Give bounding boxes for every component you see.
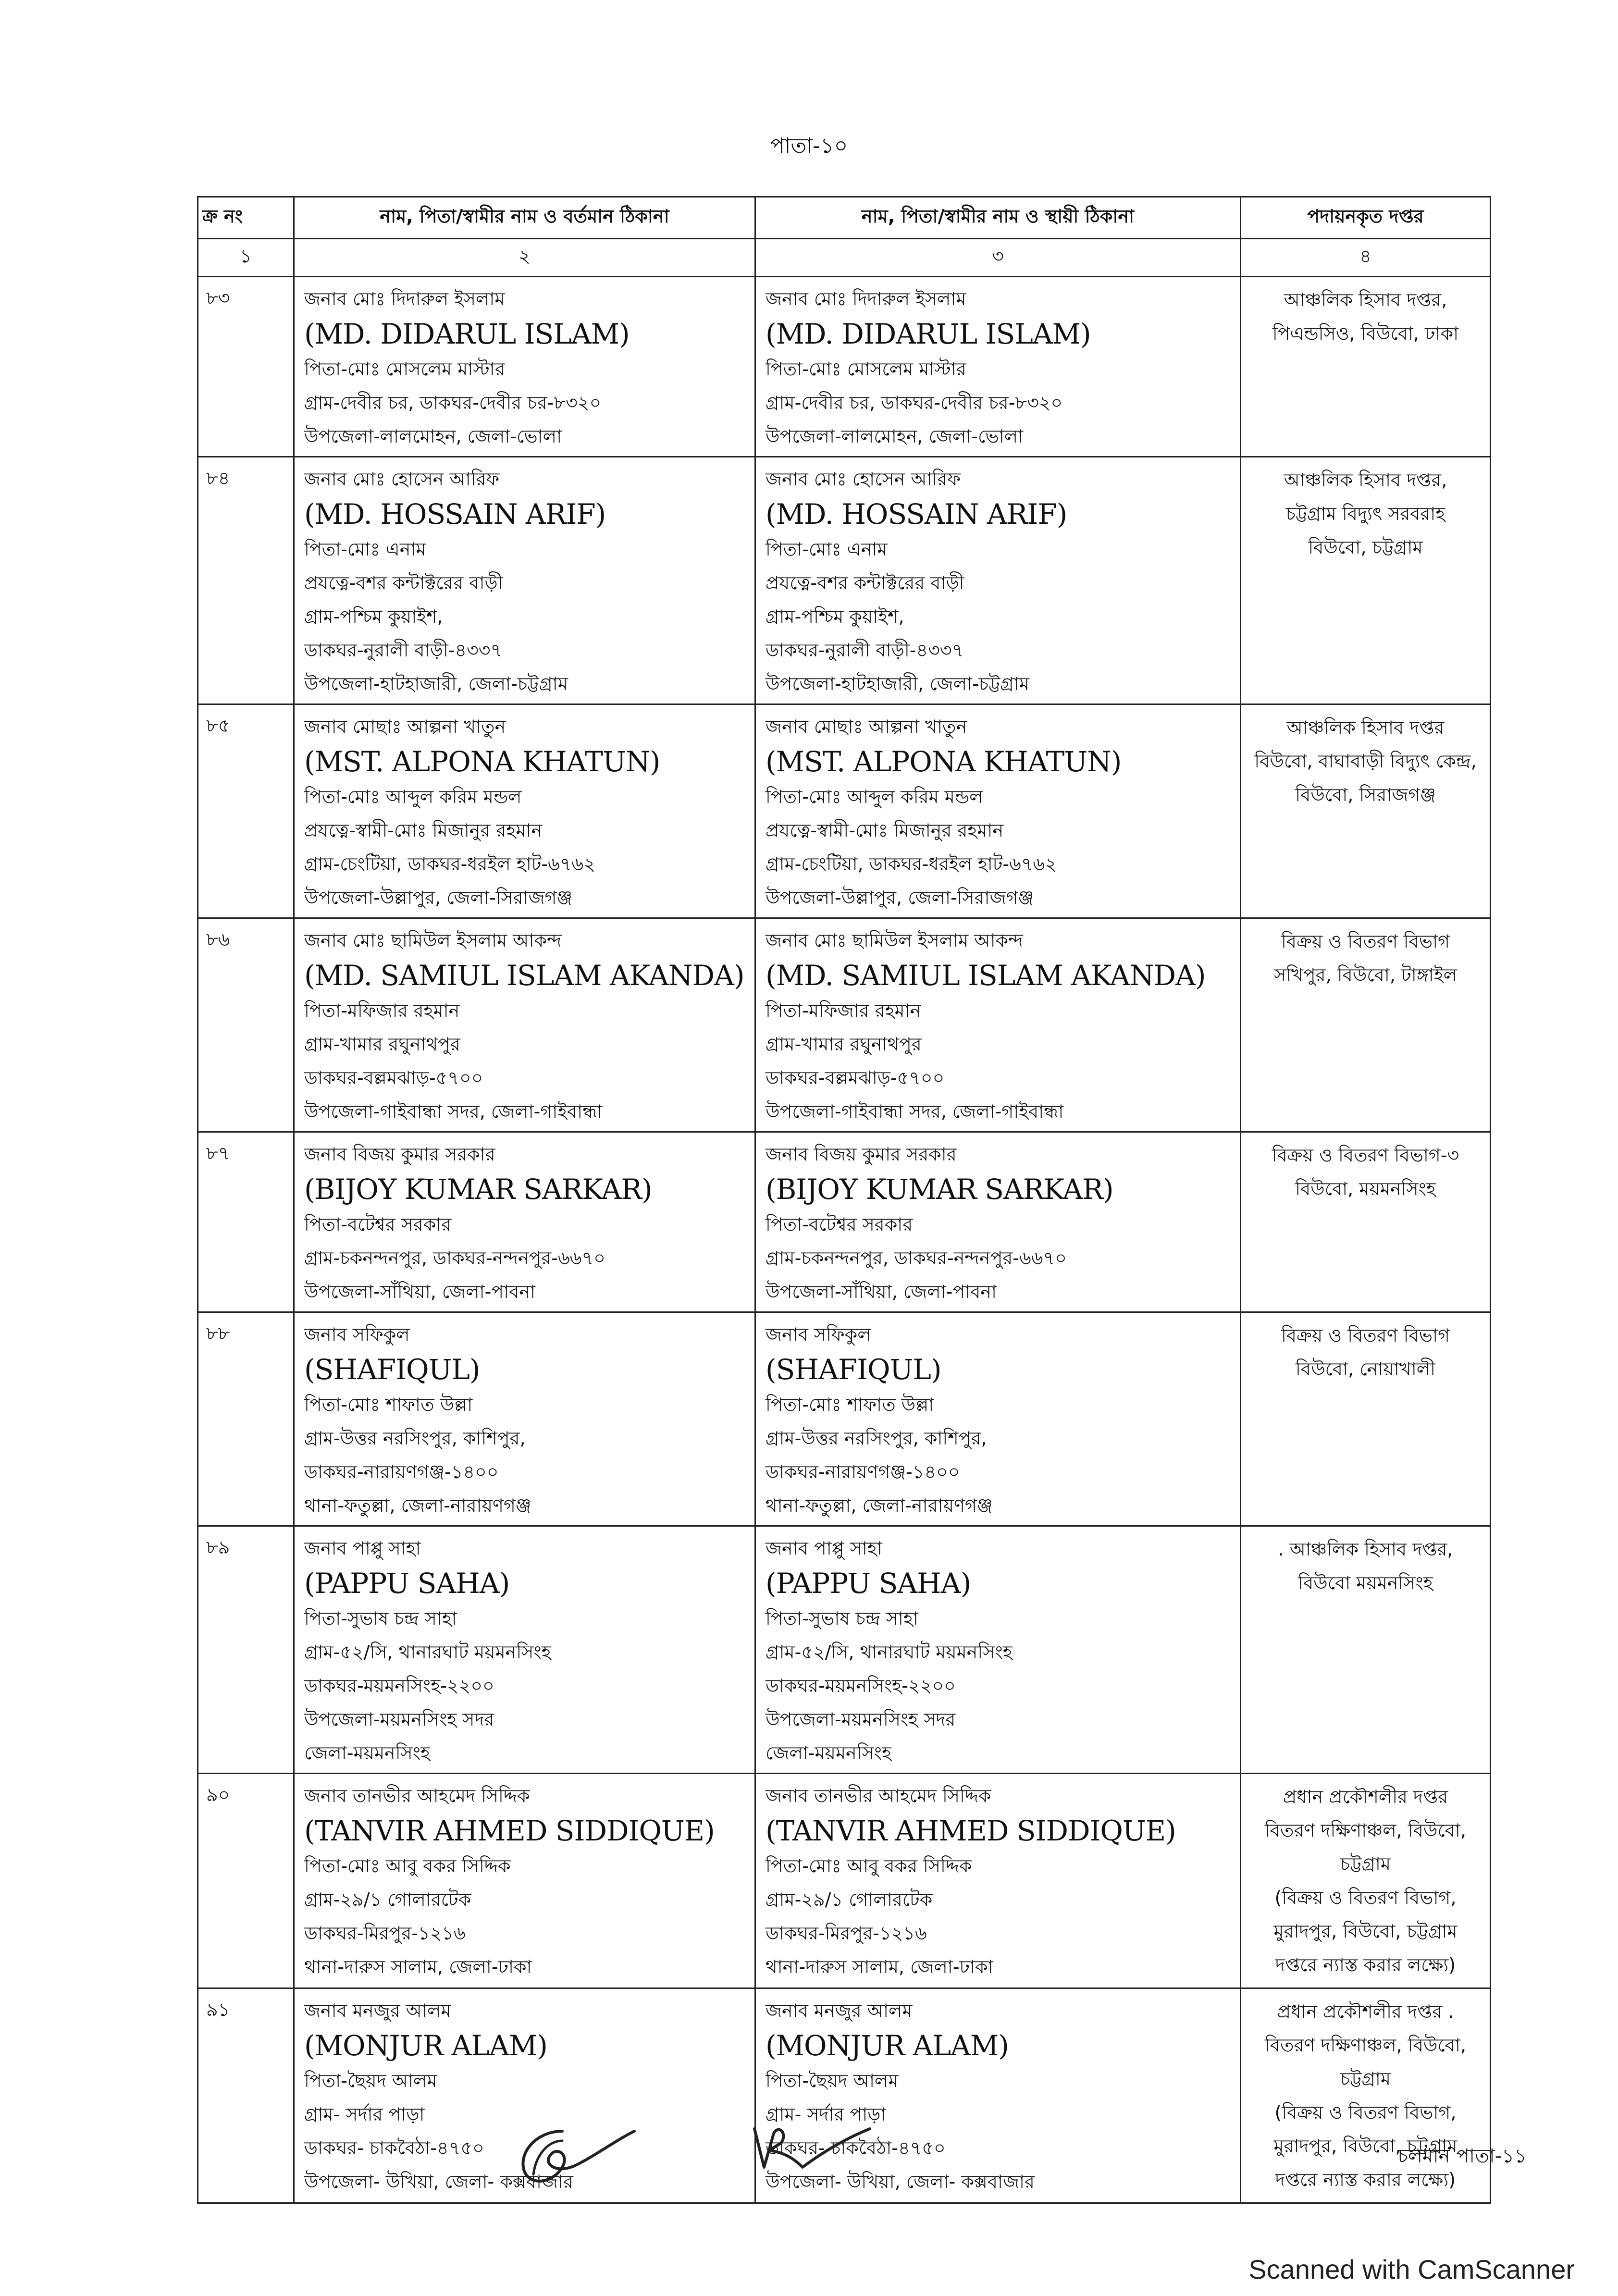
present-address-cell (294, 1132, 755, 1312)
address-line: উপজেলা-সাঁথিয়া, জেলা-পাবনা (766, 1281, 997, 1302)
posted-office-cell (1241, 1312, 1491, 1526)
address-line: উপজেলা-লালমোহন, জেলা-ভোলা (766, 426, 1024, 447)
person-name: জনাব মনজুর আলম (304, 2000, 451, 2021)
address-line: উপজেলা-লালমোহন, জেলা-ভোলা (304, 426, 562, 447)
permanent-address-cell (755, 1774, 1241, 1988)
table-row (198, 1312, 1491, 1526)
posted-office-cell (1241, 704, 1491, 918)
table-row (198, 1526, 1491, 1774)
address-line: জেলা-ময়মনসিংহ (304, 1742, 431, 1764)
address-line: পিতা-মোঃ এনাম (304, 539, 426, 560)
address-line: উপজেলা-সাঁথিয়া, জেলা-পাবনা (304, 1281, 535, 1302)
person-name: জনাব মোঃ ছামিউল ইসলাম আকন্দ (304, 930, 562, 951)
address-line: উপজেলা-ময়মনসিংহ সদর (766, 1709, 956, 1730)
address-line: ডাকঘর-মিরপুর-১২১৬ (766, 1923, 927, 1944)
office-line: প্রধান প্রকৌশলীর দপ্তর (1283, 1786, 1448, 1807)
present-address-cell (294, 918, 755, 1132)
address-line: উপজেলা-গাইবান্ধা সদর, জেলা-গাইবান্ধা (304, 1101, 603, 1122)
present-address-cell (294, 457, 755, 704)
table-row (198, 704, 1491, 918)
office-line: মুরাদপুর, বিউবো, চট্টগ্রাম (1273, 2136, 1457, 2157)
address-line: প্রযত্নে-স্বামী-মোঃ মিজানুর রহমান (304, 820, 543, 841)
office-line: বিক্রয় ও বিতরণ বিভাগ (1281, 1325, 1450, 1346)
posted-office-cell (1241, 277, 1491, 457)
address-line: থানা-দারুস সালাম, জেলা-ঢাকা (766, 1956, 993, 1977)
address-line: পিতা-মফিজার রহমান (766, 1000, 921, 1021)
address-line: গ্রাম-২৯/১ গোলারটেক (304, 1889, 471, 1910)
person-name-english: (MD. SAMIUL ISLAM AKANDA) (304, 959, 744, 992)
person-name: জনাব মোঃ দিদারুল ইসলাম (766, 288, 966, 309)
office-line: আঞ্চলিক হিসাব দপ্তর (1286, 717, 1445, 738)
header-permanent-address: নাম, পিতা/স্বামীর নাম ও স্থায়ী ঠিকানা (755, 197, 1241, 239)
address-line: থানা-দারুস সালাম, জেলা-ঢাকা (304, 1956, 532, 1977)
office-line: দপ্তরে ন্যাস্ত করার লক্ষ্যে) (1275, 1954, 1456, 1975)
person-name-english: (PAPPU SAHA) (304, 1567, 510, 1600)
table-row (198, 1774, 1491, 1988)
address-line: জেলা-ময়মনসিংহ (766, 1742, 892, 1764)
address-line: পিতা-বটেশ্বর সরকার (304, 1214, 452, 1235)
office-line: . আঞ্চলিক হিসাব দপ্তর, (1278, 1539, 1453, 1560)
person-name-english: (MD. DIDARUL ISLAM) (766, 318, 1091, 350)
person-name-english: (SHAFIQUL) (766, 1353, 941, 1386)
person-name: জনাব মোঃ ছামিউল ইসলাম আকন্দ (766, 930, 1023, 951)
address-line: গ্রাম-চকনন্দনপুর, ডাকঘর-নন্দনপুর-৬৬৭০ (304, 1247, 605, 1269)
office-line: চট্টগ্রাম বিদ্যুৎ সরবরাহ (1285, 503, 1445, 524)
office-line: আঞ্চলিক হিসাব দপ্তর, (1284, 469, 1447, 491)
person-name: জনাব বিজয় কুমার সরকার (304, 1144, 495, 1165)
present-address-cell (294, 1526, 755, 1774)
office-line: (বিক্রয় ও বিতরণ বিভাগ, (1274, 2102, 1457, 2123)
address-line: পিতা-বটেশ্বর সরকার (766, 1214, 913, 1235)
permanent-address-cell (755, 1526, 1241, 1774)
address-line: গ্রাম-চেংটিয়া, ডাকঘর-ধরইল হাট-৬৭৬২ (304, 853, 595, 875)
person-name: জনাব সফিকুল (766, 1324, 871, 1345)
header-posted-office: পদায়নকৃত দপ্তর (1241, 197, 1491, 239)
address-line: পিতা-মোঃ শাফাত উল্লা (766, 1394, 934, 1415)
posted-office-cell (1241, 457, 1491, 704)
address-line: গ্রাম-চেংটিয়া, ডাকঘর-ধরইল হাট-৬৭৬২ (766, 853, 1057, 875)
address-line: ডাকঘর-বল্লমঝাড়-৫৭০০ (304, 1067, 483, 1088)
office-line: বিক্রয় ও বিতরণ বিভাগ-৩ (1272, 1145, 1459, 1166)
header-serial: ক্র নং (198, 197, 294, 239)
person-name: জনাব মোঃ হোসেন আরিফ (304, 469, 500, 490)
person-name: জনাব তানভীর আহমেদ সিদ্দিক (304, 1785, 530, 1806)
address-line: গ্রাম-২৯/১ গোলারটেক (766, 1889, 933, 1910)
address-line: ডাকঘর-নারায়ণগঞ্জ-১৪০০ (766, 1461, 960, 1482)
column-number-row (198, 239, 1491, 277)
header-present-address: নাম, পিতা/স্বামীর নাম ও বর্তমান ঠিকানা (294, 197, 755, 239)
person-name-english: (MST. ALPONA KHATUN) (304, 745, 660, 778)
address-line: পিতা-ছৈয়দ আলম (304, 2070, 437, 2091)
address-line: ডাকঘর-ময়মনসিংহ-২২০০ (304, 1675, 494, 1696)
serial-number: ৮৫ (198, 704, 294, 918)
table-row (198, 277, 1491, 457)
address-line: গ্রাম- সর্দার পাড়া (304, 2104, 425, 2125)
person-name: জনাব তানভীর আহমেদ সিদ্দিক (766, 1785, 991, 1806)
present-address-cell (294, 704, 755, 918)
person-name-english: (MONJUR ALAM) (766, 2029, 1009, 2062)
office-line: দপ্তরে ন্যাস্ত করার লক্ষ্যে) (1275, 2169, 1456, 2190)
person-name: জনাব পাপ্পু সাহা (766, 1538, 882, 1559)
office-line: বিক্রয় ও বিতরণ বিভাগ (1281, 931, 1450, 952)
person-name-english: (TANVIR AHMED SIDDIQUE) (304, 1815, 715, 1847)
address-line: পিতা-মোঃ আবু বকর সিদ্দিক (304, 1855, 511, 1876)
address-line: উপজেলা- উখিয়া, জেলা- কক্সবাজার (766, 2171, 1035, 2192)
address-line: প্রযত্নে-বশর কন্টাক্টরের বাড়ী (766, 572, 964, 593)
permanent-address-cell (755, 277, 1241, 457)
office-line: বিউবো, সিরাজগঞ্জ (1295, 784, 1436, 805)
address-line: ডাকঘর-নারায়ণগঞ্জ-১৪০০ (304, 1461, 499, 1482)
address-line: গ্রাম-পশ্চিম কুয়াইশ, (304, 606, 443, 627)
table-row (198, 1132, 1491, 1312)
address-line: পিতা-মোঃ আব্দুল করিম মন্ডল (766, 786, 983, 807)
serial-number: ৮৩ (198, 277, 294, 457)
address-line: গ্রাম-উত্তর নরসিংপুর, কাশিপুর, (766, 1428, 987, 1449)
address-line: ডাকঘর-ময়মনসিংহ-২২০০ (766, 1675, 956, 1696)
address-line: উপজেলা-উল্লাপুর, জেলা-সিরাজগঞ্জ (766, 887, 1034, 908)
address-line: গ্রাম-উত্তর নরসিংপুর, কাশিপুর, (304, 1428, 526, 1449)
table-row (198, 918, 1491, 1132)
address-line: গ্রাম-পশ্চিম কুয়াইশ, (766, 606, 904, 627)
posted-office-cell (1241, 918, 1491, 1132)
address-line: ডাকঘর-নুরালী বাড়ী-৪৩৩৭ (766, 640, 964, 661)
office-line: চট্টগ্রাম (1340, 2068, 1391, 2089)
address-line: ডাকঘর-মিরপুর-১২১৬ (304, 1923, 466, 1944)
office-line: বিউবো, ময়মনসিংহ (1295, 1178, 1436, 1199)
person-name-english: (MD. SAMIUL ISLAM AKANDA) (766, 959, 1206, 992)
address-line: ডাকঘর-বল্লমঝাড়-৫৭০০ (766, 1067, 945, 1088)
person-name: জনাব মোঃ দিদারুল ইসলাম (304, 288, 505, 309)
address-line: গ্রাম-৫২/সি, থানারঘাট ময়মনসিংহ (766, 1642, 1013, 1663)
address-line: থানা-ফতুল্লা, জেলা-নারায়ণগঞ্জ (304, 1495, 531, 1516)
address-line: থানা-ফতুল্লা, জেলা-নারায়ণগঞ্জ (766, 1495, 993, 1516)
serial-number: ৯১ (198, 1988, 294, 2203)
person-name-english: (MD. HOSSAIN ARIF) (304, 498, 606, 531)
permanent-address-cell (755, 1312, 1241, 1526)
posted-office-cell (1241, 1526, 1491, 1774)
column-number: ২ (294, 239, 755, 277)
serial-number: ৮৬ (198, 918, 294, 1132)
signature-1 (505, 2112, 649, 2194)
address-line: গ্রাম-খামার রঘুনাথপুর (304, 1034, 460, 1055)
office-line: মুরাদপুর, বিউবো, চট্টগ্রাম (1273, 1921, 1457, 1942)
person-name-english: (TANVIR AHMED SIDDIQUE) (766, 1815, 1176, 1847)
table-body (198, 277, 1491, 2203)
column-number: ৩ (755, 239, 1241, 277)
present-address-cell (294, 1774, 755, 1988)
office-line: চট্টগ্রাম (1340, 1853, 1391, 1875)
office-line: আঞ্চলিক হিসাব দপ্তর, (1284, 289, 1447, 310)
address-line: গ্রাম-চকনন্দনপুর, ডাকঘর-নন্দনপুর-৬৬৭০ (766, 1247, 1067, 1269)
serial-number: ৮৭ (198, 1132, 294, 1312)
office-line: বিউবো, নোয়াখালী (1296, 1358, 1435, 1380)
office-line: বিউবো, চট্টগ্রাম (1308, 537, 1423, 558)
address-line: পিতা-মোঃ এনাম (766, 539, 888, 560)
office-line: বিতরণ দক্ষিণাঞ্চল, বিউবো, (1265, 2035, 1466, 2056)
table-row (198, 457, 1491, 704)
header-row (198, 197, 1491, 239)
person-name: জনাব পাপ্পু সাহা (304, 1538, 421, 1559)
person-name-english: (MD. DIDARUL ISLAM) (304, 318, 630, 350)
person-name: জনাব সফিকুল (304, 1324, 410, 1345)
person-name: জনাব মোছাঃ আল্পনা খাতুন (766, 716, 967, 737)
address-line: ডাকঘর-নুরালী বাড়ী-৪৩৩৭ (304, 640, 503, 661)
address-line: উপজেলা-হাটহাজারী, জেলা-চট্টগ্রাম (304, 673, 568, 694)
present-address-cell (294, 1312, 755, 1526)
signature-2 (740, 2114, 884, 2182)
person-name: জনাব মোঃ হোসেন আরিফ (766, 469, 961, 490)
scanner-watermark: Scanned with CamScanner (1248, 2254, 1575, 2284)
address-line: উপজেলা- উখিয়া, জেলা- কক্সবাজার (304, 2171, 573, 2192)
office-line: পিএন্ডসিও, বিউবো, ঢাকা (1272, 323, 1459, 344)
present-address-cell (294, 277, 755, 457)
address-line: ডাকঘর- চাকবৈঠা-৪৭৫০ (766, 2137, 946, 2159)
page-number: পাতা-১০ (770, 134, 848, 158)
permanent-address-cell (755, 918, 1241, 1132)
address-line: গ্রাম- সর্দার পাড়া (766, 2104, 886, 2125)
office-line: বিতরণ দক্ষিণাঞ্চল, বিউবো, (1265, 1820, 1466, 1841)
column-number: ১ (198, 239, 294, 277)
person-name: জনাব বিজয় কুমার সরকার (766, 1144, 957, 1165)
person-name: জনাব মোছাঃ আল্পনা খাতুন (304, 716, 506, 737)
person-name: জনাব মনজুর আলম (766, 2000, 913, 2021)
address-line: গ্রাম-খামার রঘুনাথপুর (766, 1034, 922, 1055)
address-line: পিতা-মোঃ মোসলেম মাস্টার (766, 358, 966, 380)
address-line: গ্রাম-৫২/সি, থানারঘাট ময়মনসিংহ (304, 1642, 551, 1663)
address-line: উপজেলা-উল্লাপুর, জেলা-সিরাজগঞ্জ (304, 887, 572, 908)
address-line: উপজেলা-হাটহাজারী, জেলা-চট্টগ্রাম (766, 673, 1029, 694)
office-line: সখিপুর, বিউবো, টাঙ্গাইল (1273, 964, 1457, 986)
person-name-english: (SHAFIQUL) (304, 1353, 480, 1386)
office-line: প্রধান প্রকৌশলীর দপ্তর . (1277, 2001, 1454, 2022)
office-line: বিউবো, বাঘাবাড়ী বিদ্যুৎ কেন্দ্র, (1254, 751, 1477, 772)
address-line: উপজেলা-ময়মনসিংহ সদর (304, 1709, 494, 1730)
column-number: ৪ (1241, 239, 1491, 277)
person-name-english: (BIJOY KUMAR SARKAR) (304, 1173, 652, 1206)
person-name-english: (BIJOY KUMAR SARKAR) (766, 1173, 1113, 1206)
address-line: পিতা-ছৈয়দ আলম (766, 2070, 899, 2091)
serial-number: ৯০ (198, 1774, 294, 1988)
office-line: (বিক্রয় ও বিতরণ বিভাগ, (1274, 1887, 1457, 1908)
serial-number: ৮৯ (198, 1526, 294, 1774)
address-line: গ্রাম-দেবীর চর, ডাকঘর-দেবীর চর-৮৩২০ (304, 392, 602, 413)
office-line: বিউবো ময়মনসিংহ (1298, 1572, 1433, 1593)
appointment-table (197, 196, 1491, 2204)
person-name-english: (PAPPU SAHA) (766, 1567, 971, 1600)
address-line: প্রযত্নে-বশর কন্টাক্টরের বাড়ী (304, 572, 503, 593)
permanent-address-cell (755, 1132, 1241, 1312)
address-line: উপজেলা-গাইবান্ধা সদর, জেলা-গাইবান্ধা (766, 1101, 1064, 1122)
permanent-address-cell (755, 704, 1241, 918)
address-line: পিতা-মোঃ আবু বকর সিদ্দিক (766, 1855, 972, 1876)
address-line: পিতা-সুভাষ চন্দ্র সাহা (304, 1608, 457, 1629)
address-line: পিতা-মোঃ মোসলেম মাস্টার (304, 358, 505, 380)
address-line: পিতা-মোঃ আব্দুল করিম মন্ডল (304, 786, 522, 807)
person-name-english: (MONJUR ALAM) (304, 2029, 547, 2062)
posted-office-cell (1241, 1774, 1491, 1988)
address-line: প্রযত্নে-স্বামী-মোঃ মিজানুর রহমান (766, 820, 1004, 841)
address-line: ডাকঘর- চাকবৈঠা-৪৭৫০ (304, 2137, 484, 2159)
posted-office-cell (1241, 1132, 1491, 1312)
continued-page-label: চলমান পাতা-১১ (1397, 2145, 1527, 2167)
serial-number: ৮৪ (198, 457, 294, 704)
person-name-english: (MD. HOSSAIN ARIF) (766, 498, 1067, 531)
person-name-english: (MST. ALPONA KHATUN) (766, 745, 1122, 778)
address-line: পিতা-মফিজার রহমান (304, 1000, 460, 1021)
address-line: পিতা-সুভাষ চন্দ্র সাহা (766, 1608, 918, 1629)
address-line: পিতা-মোঃ শাফাত উল্লা (304, 1394, 473, 1415)
permanent-address-cell (755, 457, 1241, 704)
address-line: গ্রাম-দেবীর চর, ডাকঘর-দেবীর চর-৮৩২০ (766, 392, 1063, 413)
serial-number: ৮৮ (198, 1312, 294, 1526)
